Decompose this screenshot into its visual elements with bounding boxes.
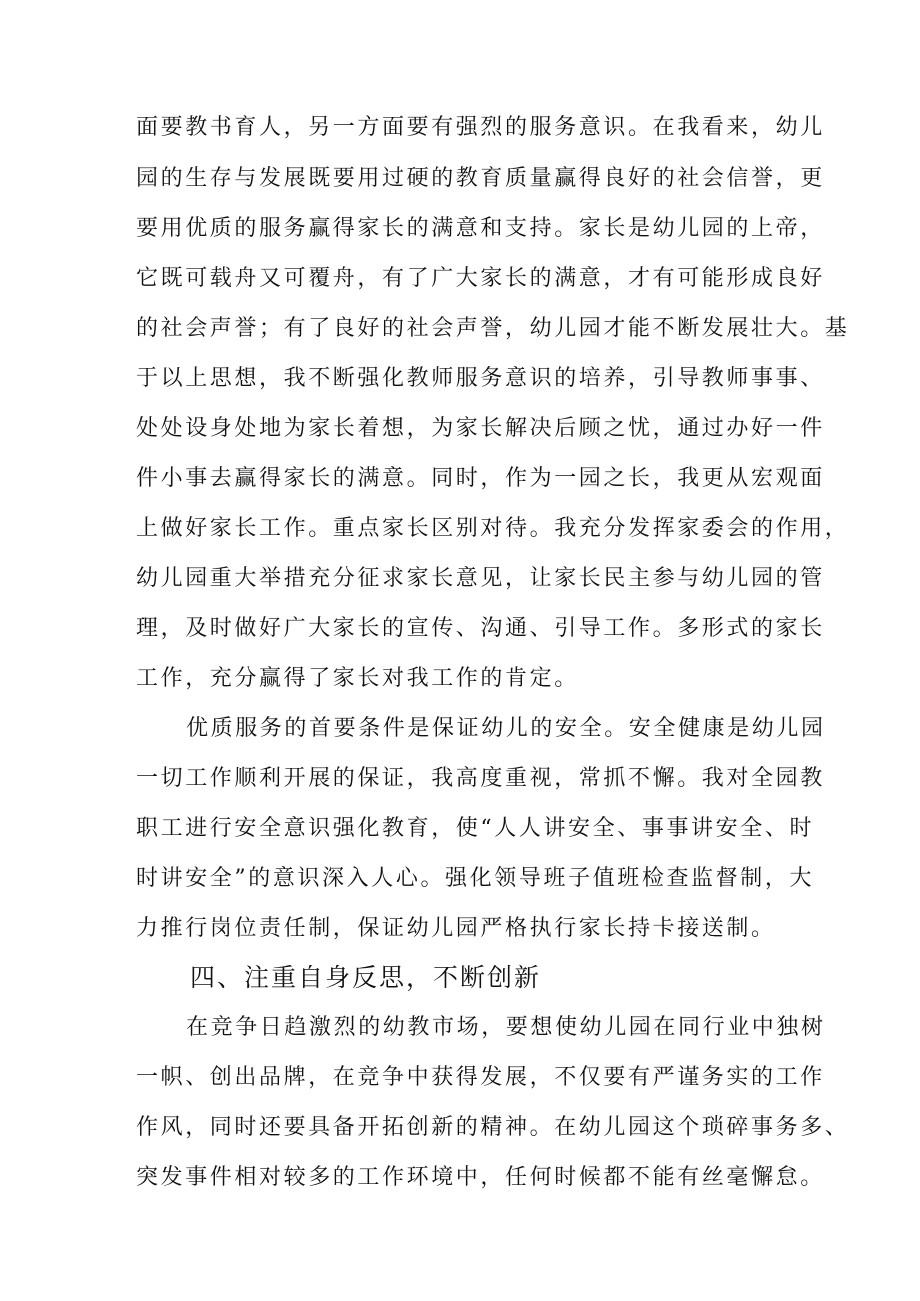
text-line: 职工进行安全意识强化教育，使“人人讲安全、事事讲安全、时 — [136, 816, 815, 841]
text-line: 时讲安全”的意识深入人心。强化领导班子值班检查监督制，大 — [136, 866, 815, 891]
text-line: 作风，同时还要具备开拓创新的精神。在幼儿园这个琐碎事务多、 — [136, 1115, 850, 1140]
text-line: 一切工作顺利开展的保证，我高度重视，常抓不懈。我对全园教 — [136, 766, 825, 791]
text-line: 要用优质的服务赢得家长的满意和支持。家长是幼儿园的上帝， — [136, 216, 825, 241]
text-line: 于以上思想，我不断强化教师服务意识的培养，引导教师事事、 — [136, 366, 825, 391]
text-line: 优质服务的首要条件是保证幼儿的安全。安全健康是幼儿园 — [186, 716, 826, 741]
text-line: 理，及时做好广大家长的宣传、沟通、引导工作。多形式的家长 — [136, 616, 825, 641]
text-line: 在竞争日趋激烈的幼教市场，要想使幼儿园在同行业中独树 — [186, 1015, 826, 1040]
text-line: 处处设身处地为家长着想，为家长解决后顾之忧，通过办好一件 — [136, 416, 825, 441]
text-line: 的社会声誉；有了良好的社会声誉，幼儿园才能不断发展壮大。基 — [136, 316, 850, 341]
text-line: 幼儿园重大举措充分征求家长意见，让家长民主参与幼儿园的管 — [136, 566, 825, 591]
text-line: 面要教书育人，另一方面要有强烈的服务意识。在我看来，幼儿 — [136, 115, 825, 140]
text-line: 一帜、创出品牌，在竞争中获得发展，不仅要有严谨务实的工作 — [136, 1065, 825, 1090]
text-line: 件小事去赢得家长的满意。同时，作为一园之长，我更从宏观面 — [136, 466, 825, 491]
text-line: 突发事件相对较多的工作环境中，任何时候都不能有丝毫懈怠。 — [136, 1165, 825, 1190]
text-line: 上做好家长工作。重点家长区别对待。我充分发挥家委会的作用， — [136, 516, 850, 541]
text-line: 园的生存与发展既要用过硬的教育质量赢得良好的社会信誉，更 — [136, 166, 825, 191]
text-line: 力推行岗位责任制，保证幼儿园严格执行家长持卡接送制。 — [136, 916, 776, 941]
section-heading: 四、注重自身反思，不断创新 — [190, 963, 542, 992]
text-line: 它既可载舟又可覆舟，有了广大家长的满意，才有可能形成良好 — [136, 266, 825, 291]
text-line: 工作，充分赢得了家长对我工作的肯定。 — [136, 666, 579, 691]
